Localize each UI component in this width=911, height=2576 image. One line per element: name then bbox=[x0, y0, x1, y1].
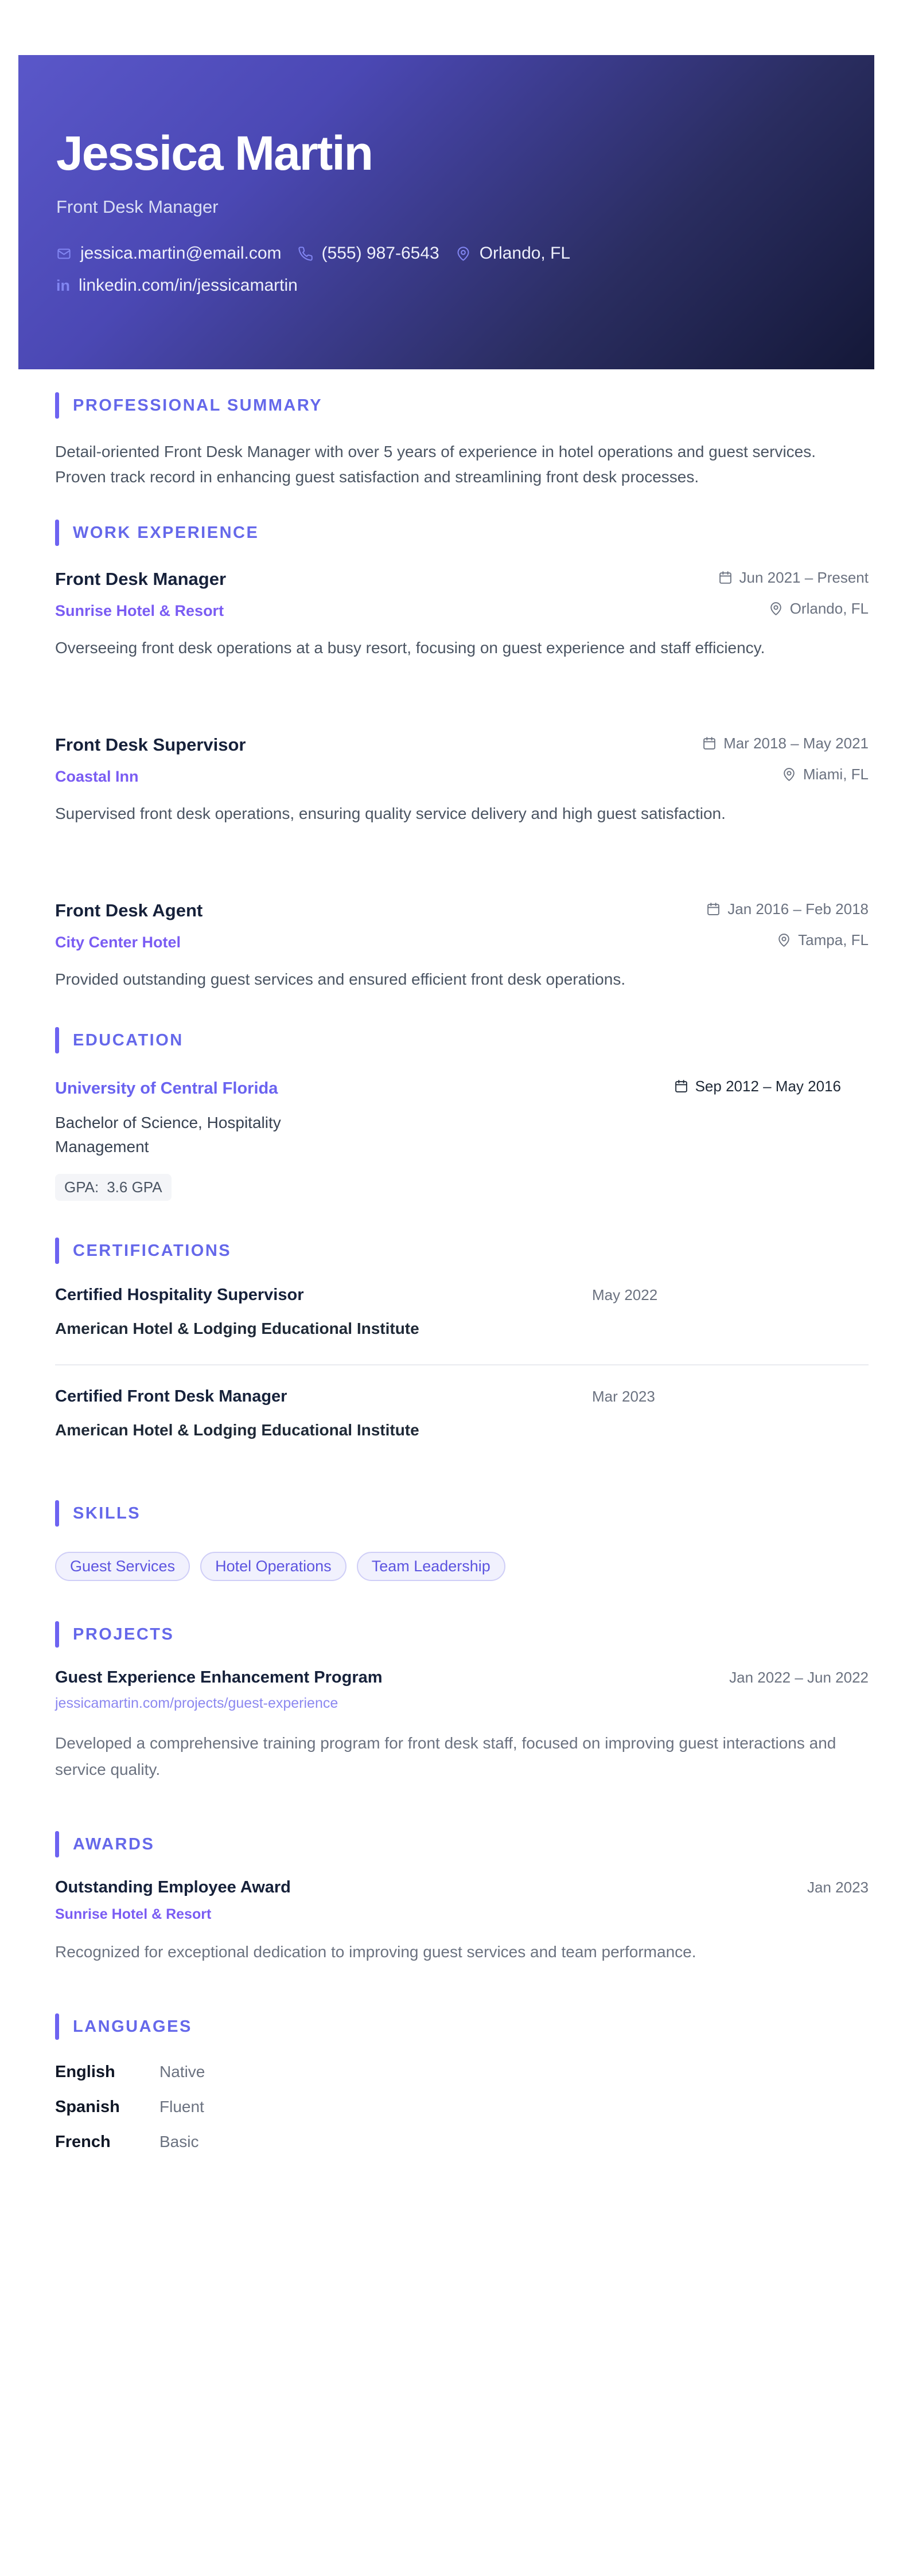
contact-linkedin[interactable] bbox=[56, 276, 298, 295]
section-heading bbox=[55, 520, 869, 546]
contact-email-text: jessica.martin@email.com bbox=[80, 244, 282, 263]
company-link: Sunrise Hotel & Resort bbox=[55, 602, 224, 619]
certification-issuer: American Hotel & Lodging Educational Institute bbox=[55, 1320, 419, 1337]
degree-text: Bachelor of Science, Hospitality Management bbox=[55, 1114, 281, 1156]
experience-item bbox=[55, 735, 869, 827]
project-dates: Jan 2022 – Jun 2022 bbox=[729, 1669, 869, 1686]
section-accent-bar bbox=[55, 1027, 59, 1053]
company-link: Coastal Inn bbox=[55, 768, 139, 785]
project-description: Developed a comprehensive training program for front desk staff, focused on improving guest interactions and service quality. bbox=[55, 1734, 836, 1778]
job-location bbox=[782, 766, 869, 783]
section-heading bbox=[55, 1027, 869, 1053]
language-row bbox=[55, 2063, 869, 2082]
contact-email[interactable] bbox=[56, 244, 282, 263]
section-accent-bar bbox=[55, 1831, 59, 1857]
job-dates bbox=[702, 735, 869, 752]
section-title: LANGUAGES bbox=[73, 2017, 192, 2036]
experience-item bbox=[55, 900, 869, 993]
section-accent-bar bbox=[55, 1500, 59, 1527]
award-item bbox=[55, 1878, 869, 1965]
job-description: Overseeing front desk operations at a busy resort, focusing on guest experience and staff efficiency. bbox=[55, 639, 765, 657]
job-location-text: Miami, FL bbox=[803, 766, 869, 783]
contact-location bbox=[456, 244, 570, 263]
project-title-row bbox=[55, 1668, 869, 1687]
section-title: PROFESSIONAL SUMMARY bbox=[73, 396, 323, 415]
section-accent-bar bbox=[55, 392, 59, 419]
gpa-badge bbox=[55, 1174, 172, 1201]
section-title: EDUCATION bbox=[73, 1031, 184, 1049]
map-pin-icon bbox=[456, 246, 471, 261]
certification-date: May 2022 bbox=[592, 1286, 658, 1303]
job-location bbox=[777, 931, 869, 949]
section-heading bbox=[55, 1238, 869, 1264]
section-work-experience bbox=[55, 520, 869, 993]
project-url-link[interactable]: jessicamartin.com/projects/guest-experience bbox=[55, 1695, 338, 1711]
education-dates-text: Sep 2012 – May 2016 bbox=[695, 1078, 841, 1095]
section-accent-bar bbox=[55, 520, 59, 546]
skill-pill: Team Leadership bbox=[357, 1552, 505, 1581]
certification-title-row bbox=[55, 1387, 869, 1406]
section-heading bbox=[55, 1831, 869, 1857]
phone-icon bbox=[298, 246, 313, 261]
experience-title-row bbox=[55, 569, 869, 590]
language-level: Fluent bbox=[159, 2098, 204, 2116]
experience-title-row bbox=[55, 900, 869, 921]
skill-pill: Guest Services bbox=[55, 1552, 190, 1581]
language-name: French bbox=[55, 2133, 111, 2151]
education-title-row bbox=[55, 1078, 869, 1098]
summary-text: Detail-oriented Front Desk Manager with over 5 years of experience in hotel operations and guest services. Proven track record in enhancing guest satisfaction and streamlining front desk processes. bbox=[55, 443, 816, 486]
mail-icon bbox=[56, 246, 72, 261]
certification-issuer: American Hotel & Lodging Educational Institute bbox=[55, 1421, 419, 1439]
section-certifications bbox=[55, 1238, 869, 1439]
divider bbox=[55, 1364, 869, 1365]
skill-pill: Hotel Operations bbox=[200, 1552, 347, 1581]
certification-item bbox=[55, 1286, 869, 1338]
project-title: Guest Experience Enhancement Program bbox=[55, 1668, 383, 1687]
languages-list bbox=[55, 2063, 869, 2152]
section-accent-bar bbox=[55, 1621, 59, 1648]
person-name: Jessica Martin bbox=[56, 126, 372, 180]
job-title: Front Desk Supervisor bbox=[55, 735, 246, 755]
project-item bbox=[55, 1668, 869, 1783]
language-name: Spanish bbox=[55, 2098, 120, 2116]
job-location bbox=[769, 600, 869, 618]
company-link: City Center Hotel bbox=[55, 934, 181, 951]
section-languages bbox=[55, 2013, 869, 2152]
job-title: Front Desk Manager bbox=[55, 569, 227, 589]
job-description: Supervised front desk operations, ensuring quality service delivery and high guest satisfaction. bbox=[55, 805, 726, 822]
section-title: SKILLS bbox=[73, 1504, 141, 1523]
contact-location-text: Orlando, FL bbox=[479, 244, 571, 263]
job-dates-text: Jan 2016 – Feb 2018 bbox=[727, 900, 869, 918]
section-title: WORK EXPERIENCE bbox=[73, 523, 259, 542]
language-name: English bbox=[55, 2063, 115, 2081]
award-description: Recognized for exceptional dedication to improving guest services and team performance. bbox=[55, 1943, 696, 1961]
job-location-text: Tampa, FL bbox=[798, 931, 869, 949]
section-projects bbox=[55, 1621, 869, 1783]
map-pin-icon bbox=[782, 767, 796, 782]
job-dates bbox=[718, 569, 869, 587]
gpa-label: GPA: bbox=[64, 1178, 99, 1196]
section-education bbox=[55, 1027, 869, 1201]
job-dates bbox=[706, 900, 869, 918]
calendar-icon bbox=[702, 736, 717, 751]
certification-item bbox=[55, 1387, 869, 1439]
language-level: Native bbox=[159, 2063, 205, 2081]
section-title: AWARDS bbox=[73, 1835, 155, 1853]
experience-company-row bbox=[55, 600, 869, 620]
section-skills bbox=[55, 1500, 869, 1581]
section-awards bbox=[55, 1831, 869, 1965]
section-accent-bar bbox=[55, 1238, 59, 1264]
section-title: PROJECTS bbox=[73, 1625, 174, 1644]
experience-company-row bbox=[55, 766, 869, 786]
linkedin-icon: in bbox=[56, 276, 70, 294]
job-title: Front Desk Agent bbox=[55, 900, 203, 920]
map-pin-icon bbox=[769, 602, 783, 616]
experience-item bbox=[55, 569, 869, 661]
school-link: University of Central Florida bbox=[55, 1079, 278, 1098]
award-issuer-link: Sunrise Hotel & Resort bbox=[55, 1906, 212, 1922]
section-heading bbox=[55, 2013, 869, 2040]
resume-header bbox=[18, 55, 874, 369]
section-title: CERTIFICATIONS bbox=[73, 1241, 232, 1260]
section-professional-summary bbox=[55, 392, 869, 490]
section-accent-bar bbox=[55, 2013, 59, 2040]
skills-list bbox=[55, 1552, 869, 1581]
map-pin-icon bbox=[777, 933, 791, 947]
language-row bbox=[55, 2098, 869, 2117]
education-dates bbox=[674, 1078, 841, 1095]
certification-date: Mar 2023 bbox=[592, 1388, 655, 1405]
language-row bbox=[55, 2133, 869, 2152]
calendar-icon bbox=[674, 1079, 688, 1094]
certification-title: Certified Front Desk Manager bbox=[55, 1387, 287, 1406]
section-heading bbox=[55, 1621, 869, 1648]
certification-title-row bbox=[55, 1286, 869, 1305]
contact-phone[interactable] bbox=[298, 244, 439, 263]
award-title: Outstanding Employee Award bbox=[55, 1878, 291, 1896]
job-dates-text: Jun 2021 – Present bbox=[739, 569, 869, 586]
contact-list bbox=[56, 244, 636, 295]
experience-company-row bbox=[55, 931, 869, 951]
job-location-text: Orlando, FL bbox=[789, 600, 869, 617]
certification-title: Certified Hospitality Supervisor bbox=[55, 1286, 304, 1304]
language-level: Basic bbox=[159, 2133, 199, 2150]
resume-body bbox=[0, 369, 911, 2152]
section-heading bbox=[55, 392, 869, 419]
gpa-value: 3.6 GPA bbox=[107, 1178, 162, 1196]
contact-phone-text: (555) 987-6543 bbox=[321, 244, 439, 263]
experience-title-row bbox=[55, 735, 869, 755]
person-job-title: Front Desk Manager bbox=[56, 197, 219, 217]
section-heading bbox=[55, 1500, 869, 1527]
award-date: Jan 2023 bbox=[807, 1879, 869, 1896]
job-description: Provided outstanding guest services and ensured efficient front desk operations. bbox=[55, 970, 626, 988]
calendar-icon bbox=[706, 902, 721, 916]
award-title-row bbox=[55, 1878, 869, 1897]
job-dates-text: Mar 2018 – May 2021 bbox=[723, 735, 869, 752]
calendar-icon bbox=[718, 571, 733, 585]
contact-linkedin-text: linkedin.com/in/jessicamartin bbox=[79, 276, 298, 295]
